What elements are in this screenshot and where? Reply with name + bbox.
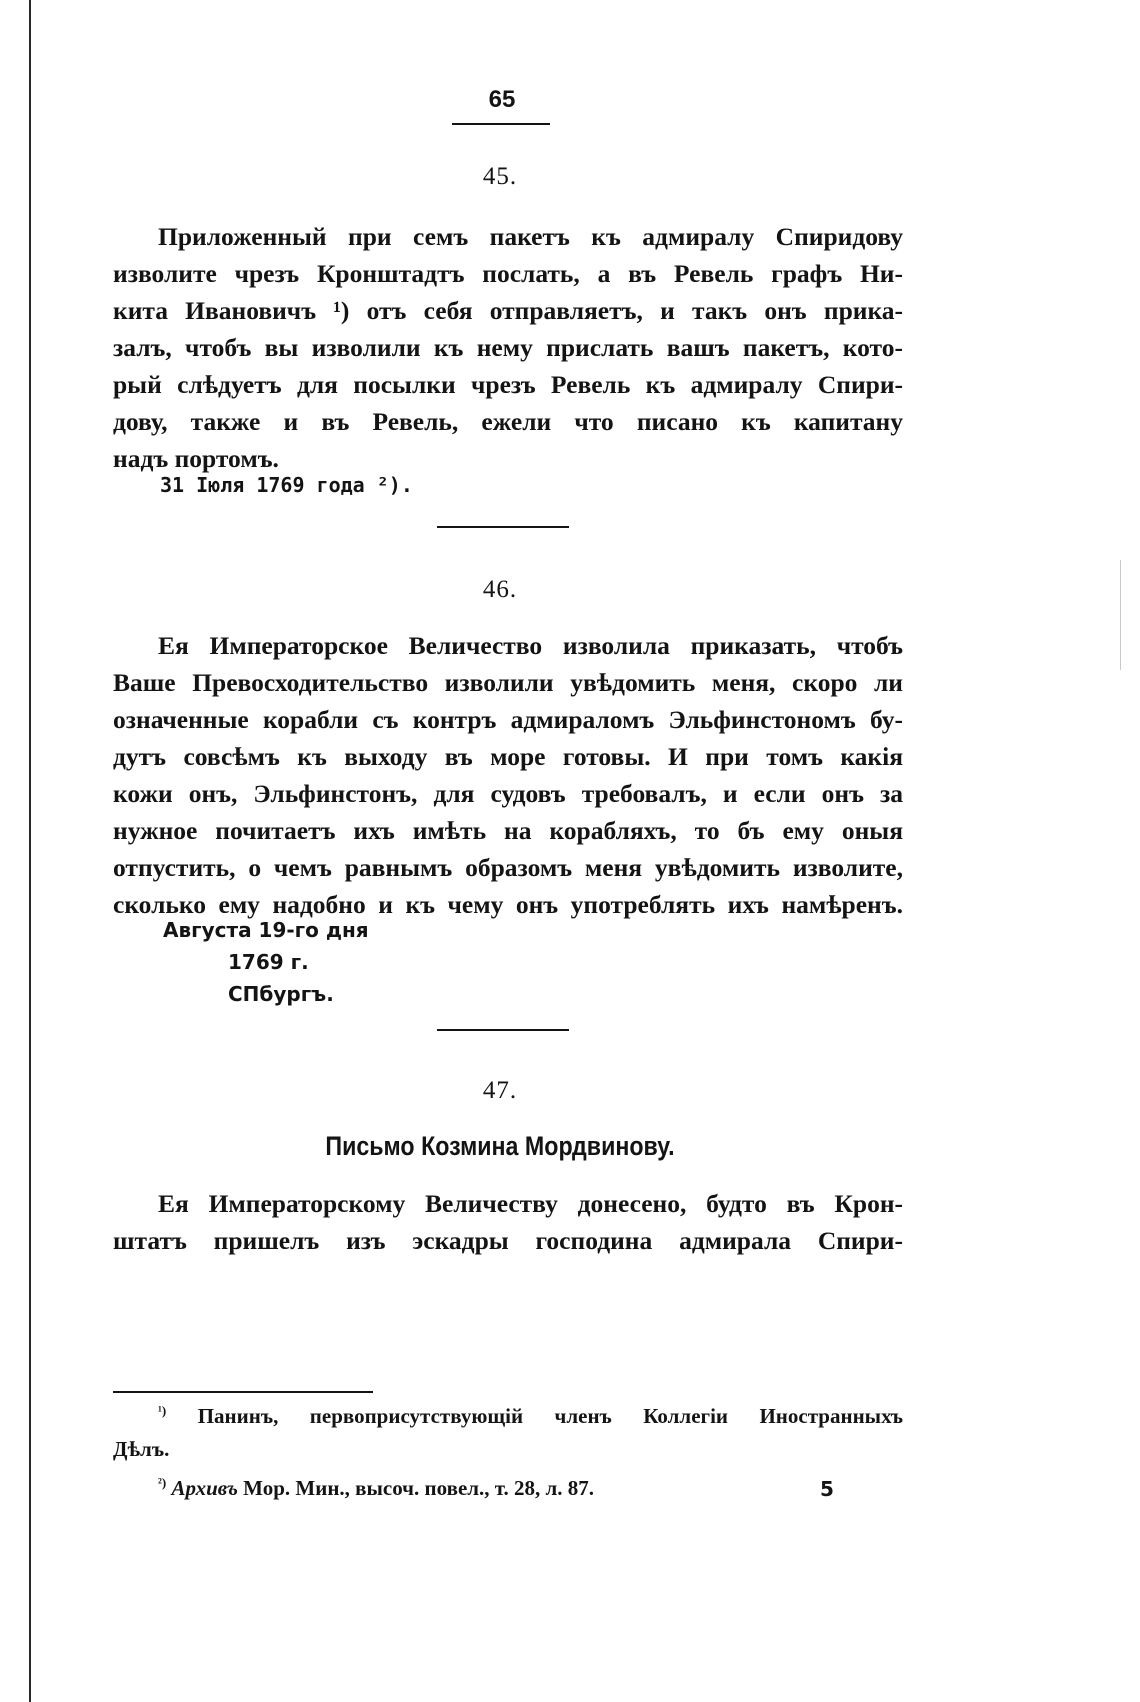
text-line: Ваше Превосходительство изволили увѣдомить меня, скоро ли	[113, 668, 903, 697]
footnote-1	[113, 1400, 903, 1466]
text-line: дову, также и въ Ревель, ежели что писано къ капитану	[113, 407, 903, 436]
section-46-text	[113, 627, 903, 923]
text-line: отпустить, о чемъ равнымъ образомъ меня увѣдомить изволите,	[113, 853, 903, 882]
page-number-underline	[452, 123, 550, 125]
footnote-mark: ²)	[158, 1475, 167, 1490]
section-divider	[437, 526, 569, 528]
scan-right-edge	[1120, 560, 1121, 670]
section-46-signature-date: Августа 19-го дня	[163, 918, 369, 942]
text-line: дутъ совсѣмъ къ выходу въ море готовы. И при томъ какія	[113, 742, 903, 771]
section-number-46: 46.	[482, 576, 518, 603]
section-number-47: 47.	[482, 1077, 518, 1104]
footnote-2	[113, 1472, 903, 1505]
section-46-signature-year: 1769 г.	[228, 950, 309, 974]
section-divider	[437, 1029, 569, 1031]
section-46-signature-place: СПбургъ.	[228, 982, 334, 1006]
text-line: Приложенный при семъ пакетъ къ адмиралу Спиридову	[158, 222, 903, 251]
footnote-mark: ¹)	[158, 1403, 167, 1418]
text-line: Ея Императорское Величество изволила приказать, чтобъ	[158, 631, 903, 660]
text-line: кожи онъ, Эльфинстонъ, для судовъ требовалъ, и если онъ за	[113, 779, 903, 808]
footnote-line	[113, 1400, 903, 1433]
footnote-text: Мор. Мин., высоч. повел., т. 28, л. 87.	[243, 1476, 595, 1500]
footnote-archive: Архивъ	[171, 1476, 238, 1500]
footnote-rule	[113, 1391, 373, 1393]
scan-left-edge	[29, 0, 31, 1702]
page-number: 65	[488, 86, 516, 113]
text-line: кита Ивановичъ ¹) отъ себя отправляетъ, и такъ онъ прика-	[113, 296, 903, 325]
footnote-line: Дѣлъ.	[113, 1437, 170, 1461]
footnote-line	[113, 1472, 903, 1505]
text-line: нужное почитаетъ ихъ имѣть на корабляхъ, то бъ ему оныя	[113, 816, 903, 845]
text-line: сколько ему надобно и къ чему онъ употреблять ихъ намѣренъ.	[113, 890, 903, 919]
section-45-text	[113, 218, 903, 477]
section-47-text	[113, 1185, 903, 1259]
section-number-45: 45.	[482, 163, 518, 190]
text-line: означенные корабли съ контръ адмираломъ Эльфинстономъ бу-	[113, 705, 903, 734]
text-line: штатъ пришелъ изъ эскадры господина адмирала Спири-	[113, 1226, 903, 1255]
section-45-date: 31 Іюля 1769 года ²).	[160, 473, 413, 497]
footnote-text: Панинъ, первоприсутствующій членъ Коллегіи Иностранныхъ	[197, 1404, 904, 1428]
text-line: надъ портомъ.	[113, 444, 279, 473]
text-line: Ея Императорскому Величеству донесено, будто въ Крон-	[158, 1189, 903, 1218]
text-line: рый слѣдуетъ для посылки чрезъ Ревель къ адмиралу Спири-	[113, 370, 903, 399]
sheet-signature-mark: 5	[820, 1477, 834, 1501]
section-47-title: Письмо Козмина Мордвинову.	[325, 1131, 675, 1161]
text-line: залъ, чтобъ вы изволили къ нему прислать вашъ пакетъ, кото-	[113, 333, 903, 362]
text-line: изволите чрезъ Кронштадтъ послать, а въ Ревель графъ Ни-	[113, 259, 903, 288]
